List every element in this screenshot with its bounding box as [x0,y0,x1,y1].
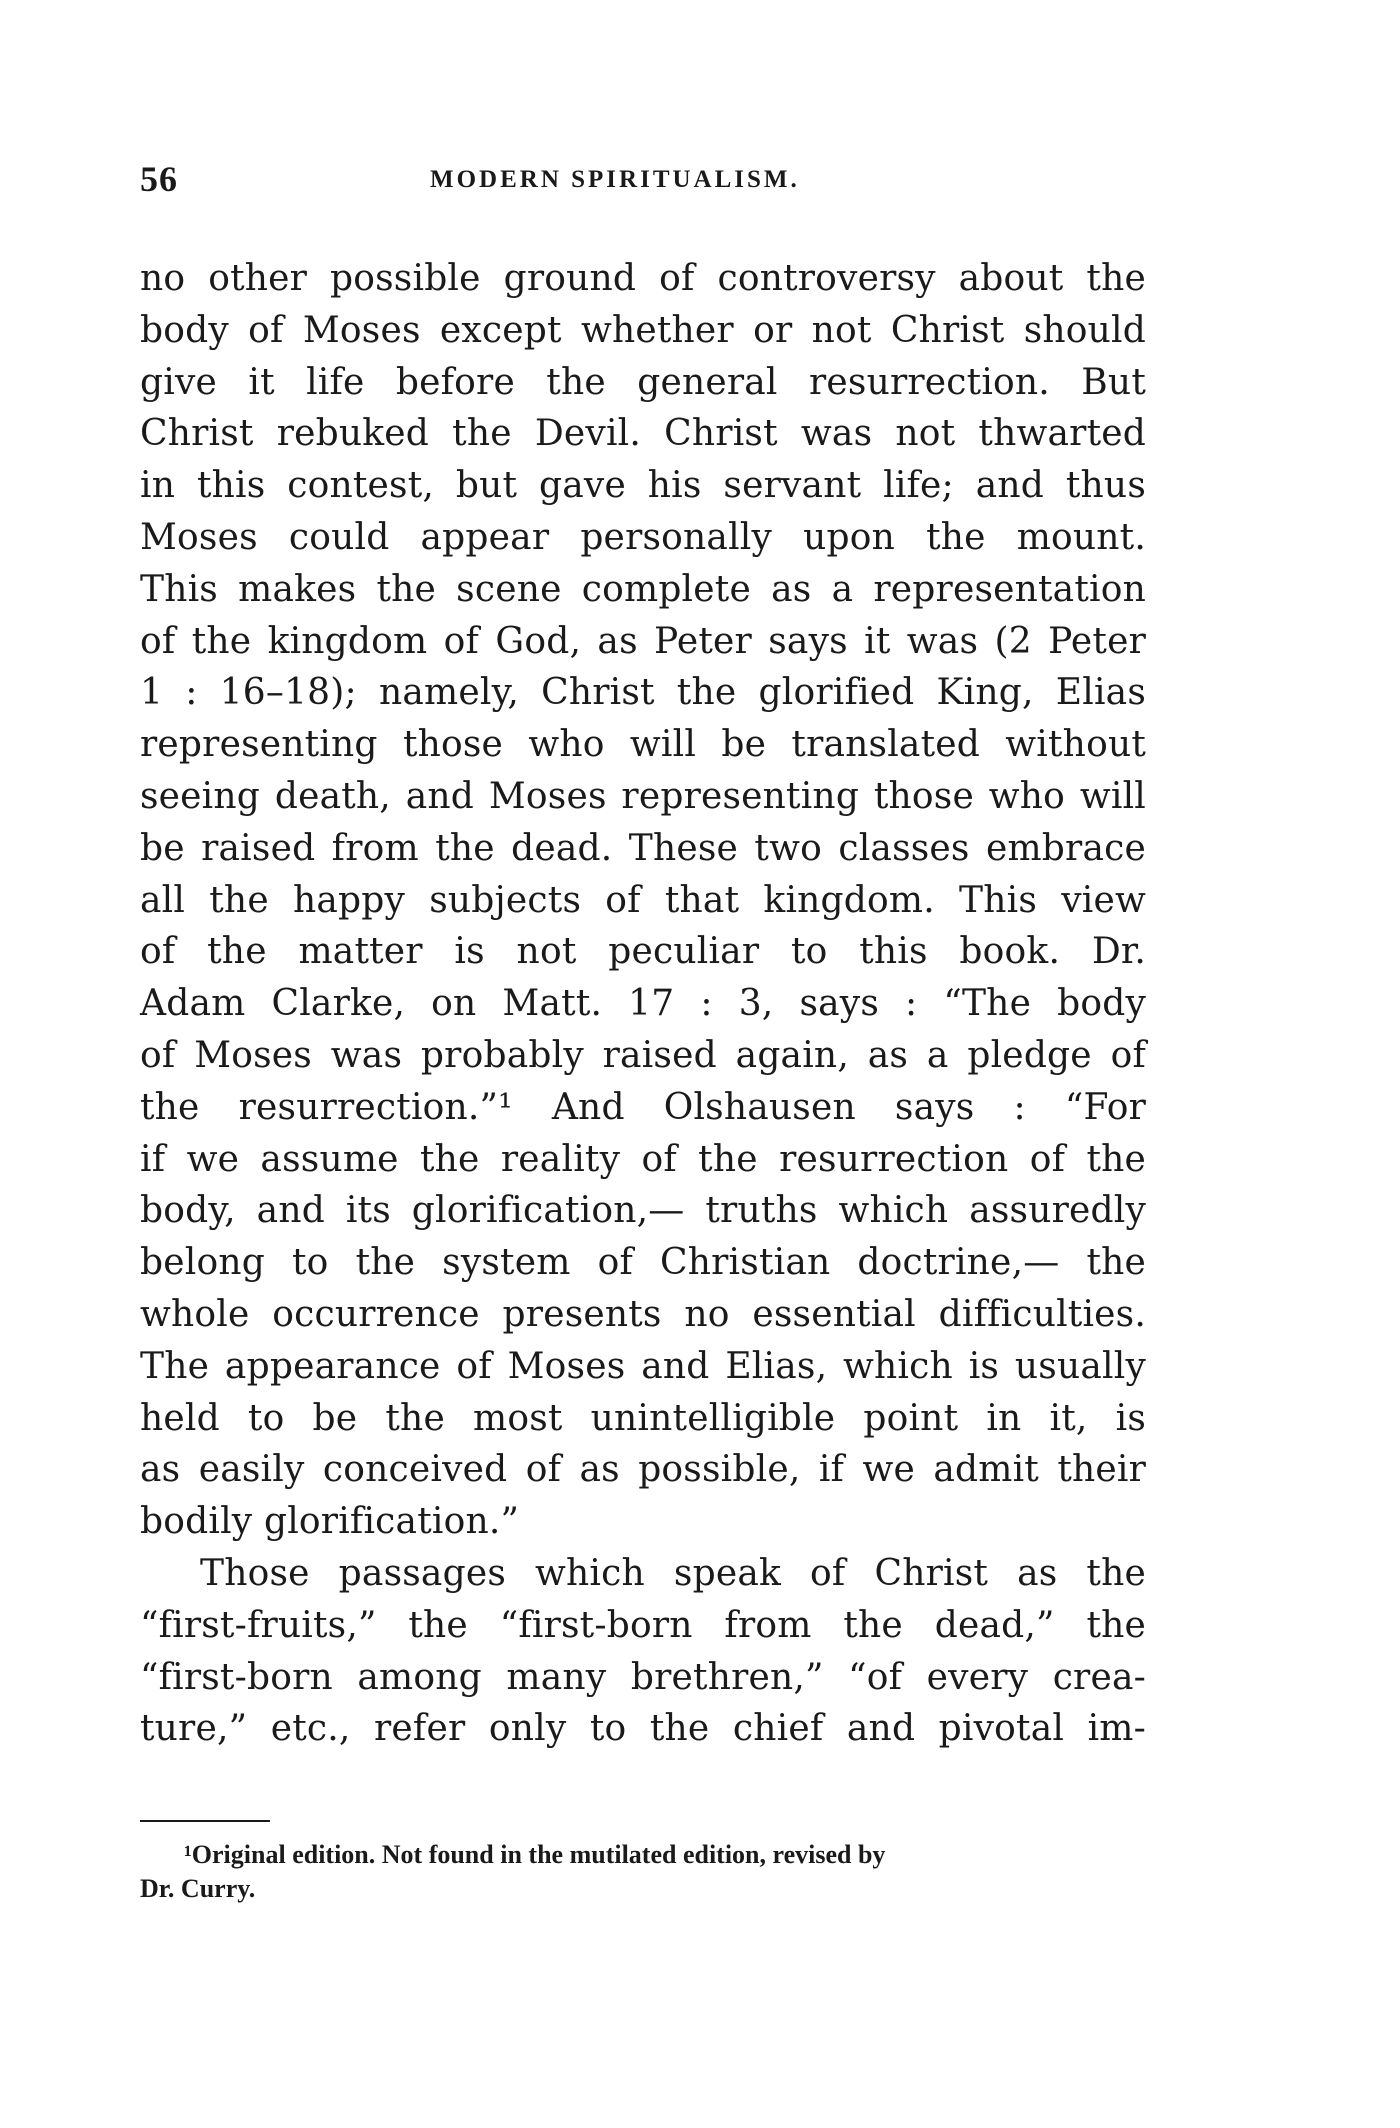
text-line: give it life before the general resurrection. But [140,361,1146,403]
text-line: ture,” etc., refer only to the chief and pivotal im- [140,1708,1146,1750]
text-line: all the happy subjects of that kingdom. This view [140,879,1146,921]
text-line: as easily conceived of as possible, if we admit their [140,1449,1146,1491]
body-text [140,253,1146,1755]
text-line: Christ rebuked the Devil. Christ was not thwarted [140,413,1146,455]
text-line: seeing death, and Moses representing those who will [140,775,1146,817]
footnote-line: Dr. Curry. [140,1874,256,1903]
paragraph-end-line: bodily glorification.” [140,1501,520,1543]
text-line: held to be the most unintelligible point in it, is [140,1397,1146,1439]
running-head [140,158,1145,198]
text-line: 1 : 16–18); namely, Christ the glorified King, Elias [140,672,1146,714]
text-line: be raised from the dead. These two classes embrace [140,827,1146,869]
text-line: “first-born among many brethren,” “of every crea- [140,1656,1146,1698]
text-line: representing those who will be translated without [140,724,1146,766]
text-line: body of Moses except whether or not Christ should [140,309,1146,351]
running-title: MODERN SPIRITUALISM. [430,166,800,193]
text-line: The appearance of Moses and Elias, which is usually [140,1345,1146,1387]
text-line: Adam Clarke, on Matt. 17 : 3, says : “The body [140,983,1146,1025]
text-line: Moses could appear personally upon the mount. [140,516,1146,558]
text-line: whole occurrence presents no essential difficulties. [140,1293,1146,1335]
text-line: belong to the system of Christian doctrine,— the [140,1242,1146,1284]
text-line: body, and its glorification,— truths which assuredly [140,1190,1146,1232]
footnote [140,1838,1140,1906]
page-number: 56 [140,159,178,199]
text-line: of the kingdom of God, as Peter says it was (2 Peter [140,620,1146,662]
text-line: no other possible ground of controversy about the [140,258,1146,299]
paragraph-start-line: Those passages which speak of Christ as the [200,1552,1146,1594]
text-line: of Moses was probably raised again, as a pledge of [140,1034,1146,1076]
text-line: “first-fruits,” the “first-born from the dead,” the [140,1604,1146,1646]
text-line: This makes the scene complete as a representation [140,568,1146,610]
text-line: of the matter is not peculiar to this book. Dr. [140,931,1146,973]
text-line: in this contest, but gave his servant life; and thus [140,465,1146,507]
footnote-divider [140,1820,270,1822]
text-line: if we assume the reality of the resurrection of the [140,1138,1146,1180]
text-line: the resurrection.”¹ And Olshausen says : “For [140,1086,1146,1128]
footnote-line: ¹Original edition. Not found in the mutilated edition, revised by [184,1840,886,1869]
